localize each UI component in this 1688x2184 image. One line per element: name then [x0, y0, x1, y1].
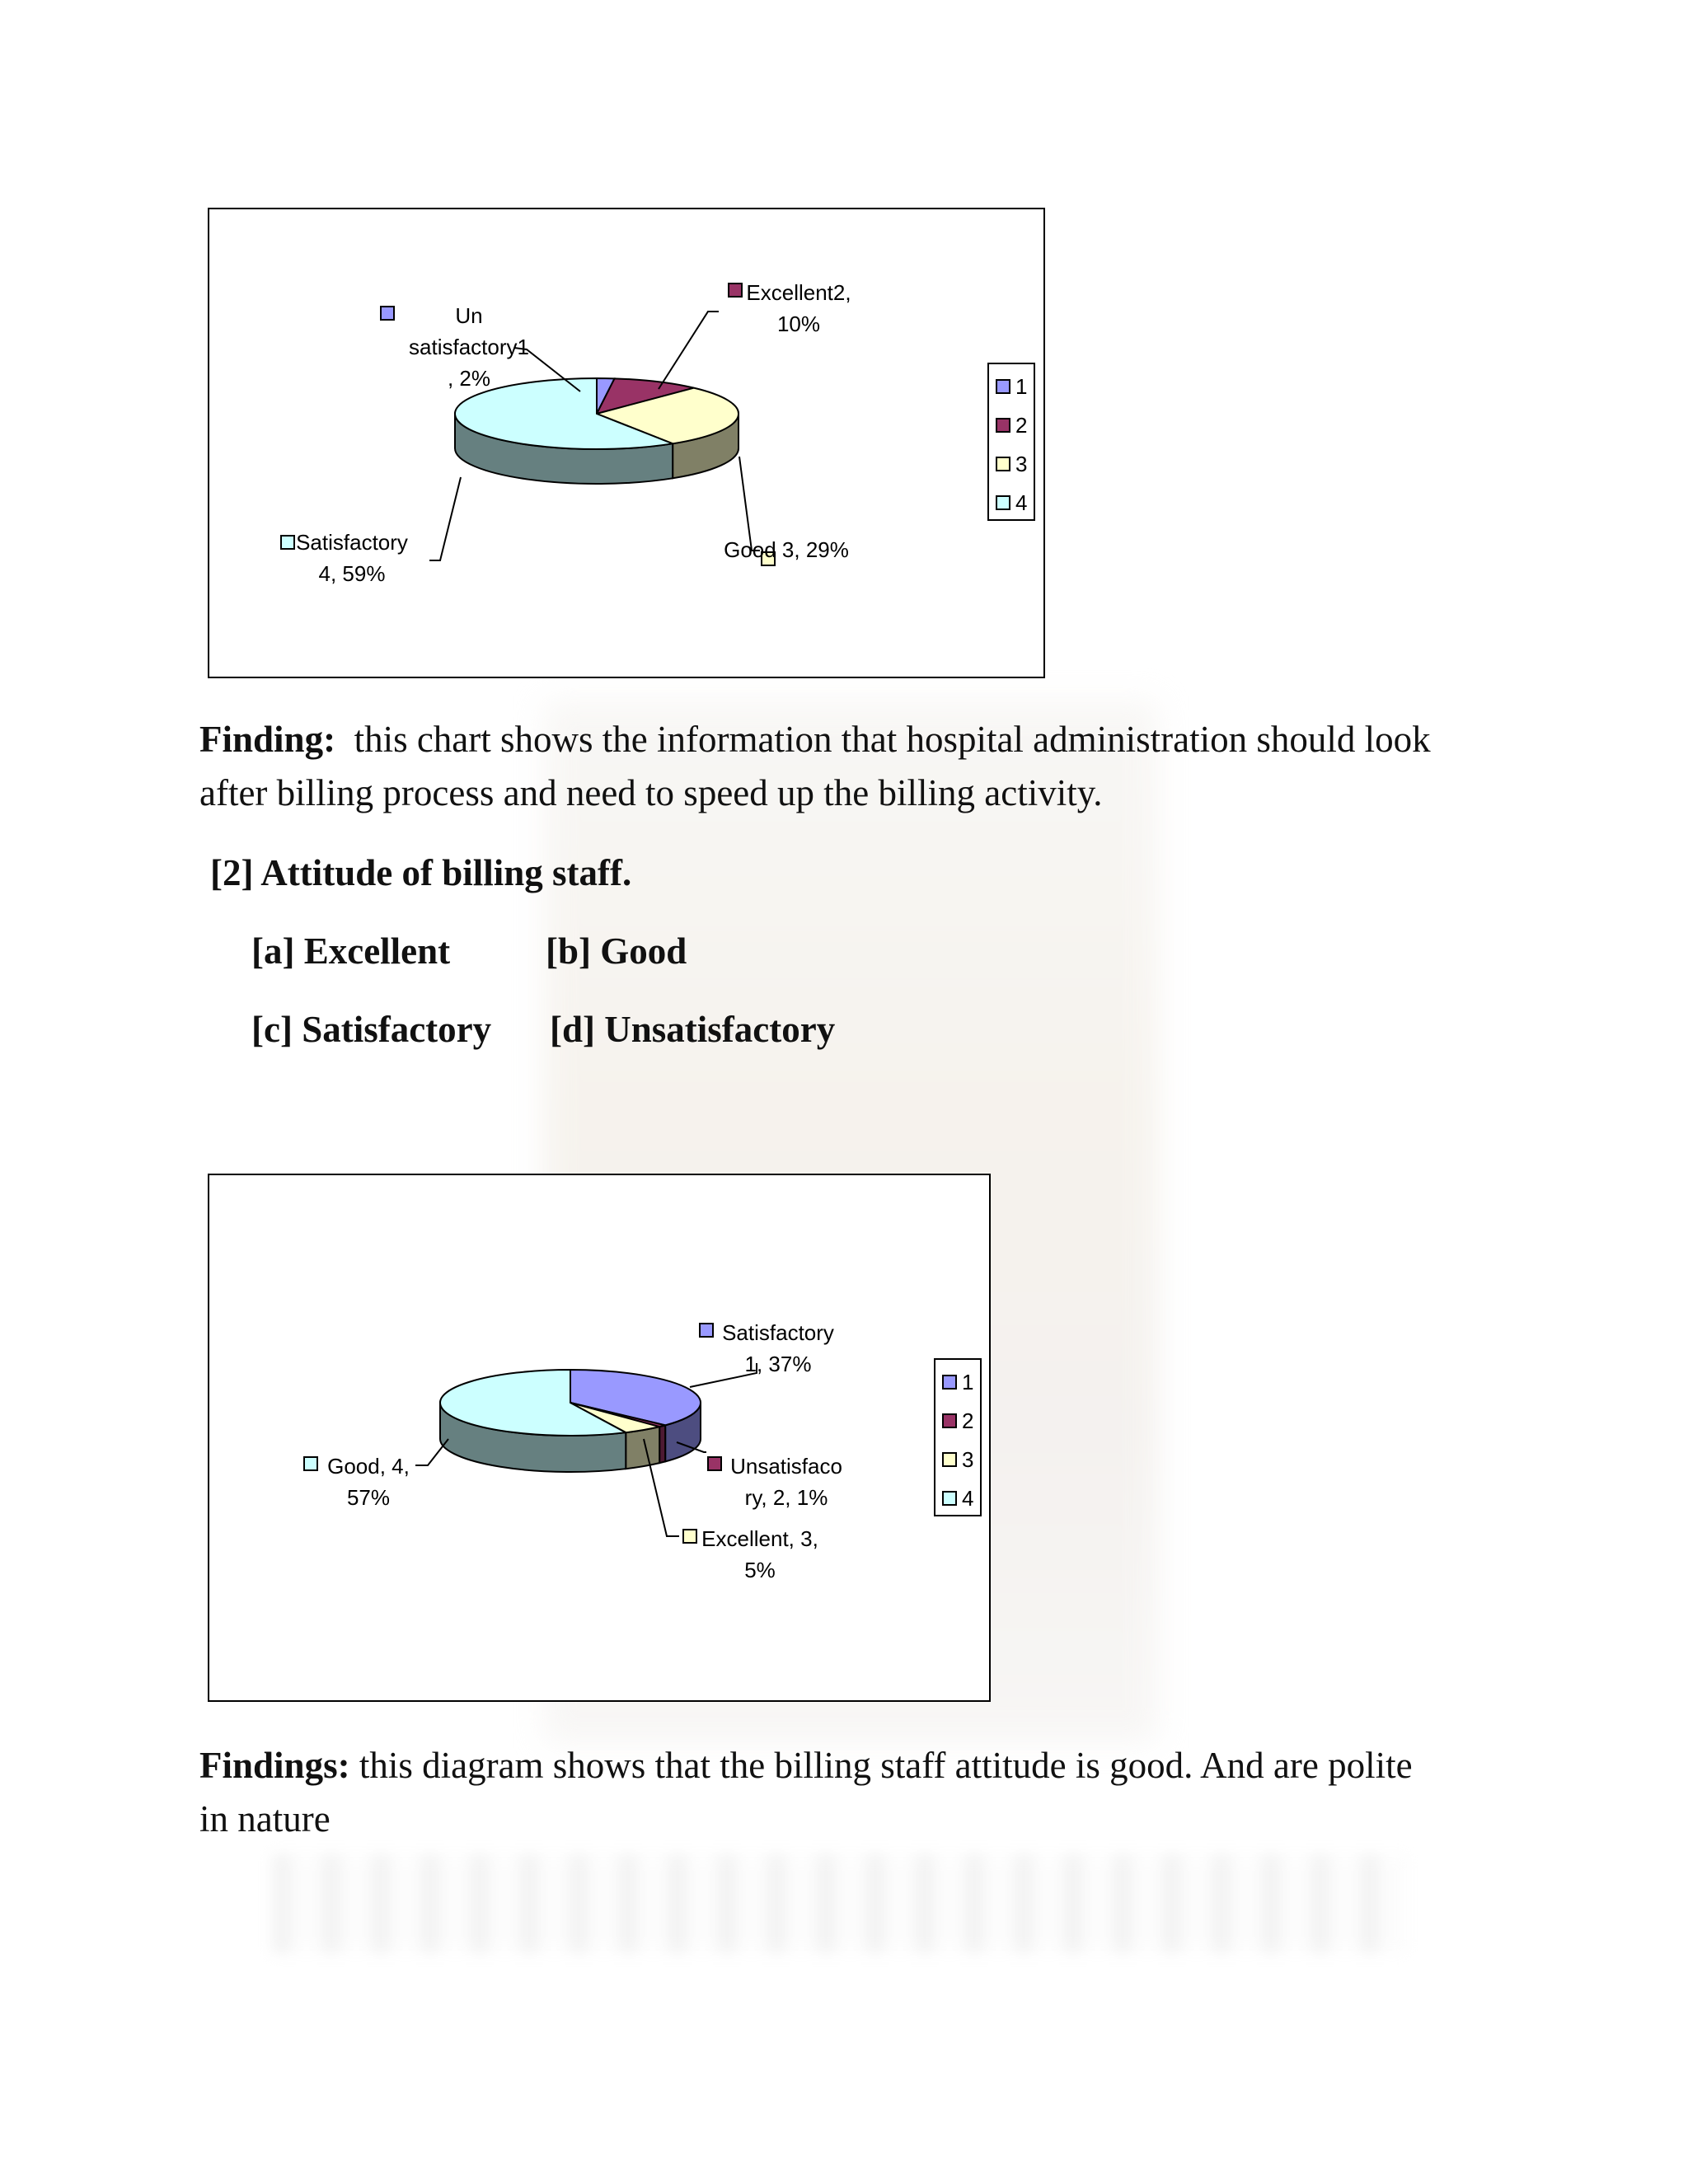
label-marker-2	[729, 284, 742, 297]
legend-label-2: 2	[1015, 413, 1028, 438]
data-label-1-line1: Satisfactory	[722, 1320, 834, 1345]
finding-1-line2: after billing process and need to speed up the billing activity.	[199, 772, 1103, 813]
option-d: [d] Unsatisfactory	[550, 1009, 836, 1050]
finding-1-line1: this chart shows the information that hospital administration should look	[354, 719, 1431, 760]
legend-swatch-4	[996, 496, 1010, 509]
finding-1-label: Finding:	[199, 719, 336, 760]
legend-box	[935, 1359, 981, 1516]
legend-label-1: 1	[962, 1370, 974, 1394]
label-marker-3	[683, 1530, 696, 1543]
data-label-2-line1: Excellent2,	[746, 280, 851, 305]
legend-swatch-4	[943, 1492, 956, 1505]
option-b: [b] Good	[546, 930, 687, 972]
data-label-1-line3: , 2%	[447, 366, 491, 391]
finding-1	[199, 713, 1535, 820]
label-marker-2	[708, 1457, 721, 1470]
leader-line-2	[659, 312, 719, 389]
data-label-1-line2: 1, 37%	[744, 1352, 812, 1376]
finding-2-label: Findings:	[199, 1745, 350, 1786]
data-label-4-line1: Satisfactory	[296, 530, 408, 555]
option-a: [a] Excellent	[251, 930, 451, 972]
pie-chart-2-svg	[209, 1175, 989, 1700]
legend-swatch-1	[943, 1376, 956, 1389]
label-marker-1	[381, 307, 394, 320]
legend-swatch-3	[996, 457, 1010, 471]
finding-2-line1: this diagram shows that the billing staff attitude is good. And are polite	[359, 1745, 1413, 1786]
data-label-2-line2: ry, 2, 1%	[744, 1485, 828, 1510]
data-label-3-line2: 5%	[744, 1558, 776, 1582]
legend-swatch-2	[996, 419, 1010, 432]
leader-line-3	[739, 457, 760, 551]
data-label-4-line2: 57%	[346, 1485, 391, 1510]
pie-wall-2	[659, 1425, 665, 1463]
label-marker-4	[304, 1457, 317, 1470]
label-marker-1	[700, 1324, 713, 1337]
background-watermark-text	[272, 1854, 1409, 1953]
pie-chart-staff-attitude	[208, 1174, 991, 1702]
legend-label-4: 4	[962, 1486, 974, 1511]
option-c: [c] Satisfactory	[251, 1009, 492, 1050]
legend-swatch-3	[943, 1453, 956, 1466]
finding-2-line2: in nature	[199, 1798, 331, 1840]
pie-wall-3	[626, 1427, 659, 1469]
legend-label-3: 3	[1015, 452, 1028, 476]
data-label-3-line1: Excellent, 3,	[701, 1526, 818, 1551]
data-label-4-line2: 4, 59%	[318, 561, 386, 586]
legend-label-4: 4	[1015, 490, 1028, 515]
data-label-2-line2: 10%	[776, 312, 821, 336]
legend-label-1: 1	[1015, 374, 1028, 399]
data-label-3-line1: Good 3, 29%	[724, 537, 849, 562]
legend-swatch-1	[996, 380, 1010, 393]
legend-box	[988, 363, 1034, 520]
legend-swatch-2	[943, 1414, 956, 1427]
data-label-2-line1: Unsatisfaco	[730, 1454, 842, 1479]
question-heading: [2] Attitude of billing staff.	[210, 852, 632, 893]
label-marker-4	[281, 536, 294, 549]
leader-line-4	[429, 477, 461, 560]
pie-chart-1-svg	[209, 209, 1043, 677]
pie-chart-billing-process	[208, 208, 1045, 678]
data-label-1-line2: satisfactory1	[409, 335, 529, 359]
finding-2	[199, 1739, 1535, 1846]
legend-label-2: 2	[962, 1408, 974, 1433]
data-label-4-line1: Good, 4,	[327, 1454, 410, 1479]
legend-label-3: 3	[962, 1447, 974, 1472]
data-label-1-line1: Un	[455, 303, 483, 328]
